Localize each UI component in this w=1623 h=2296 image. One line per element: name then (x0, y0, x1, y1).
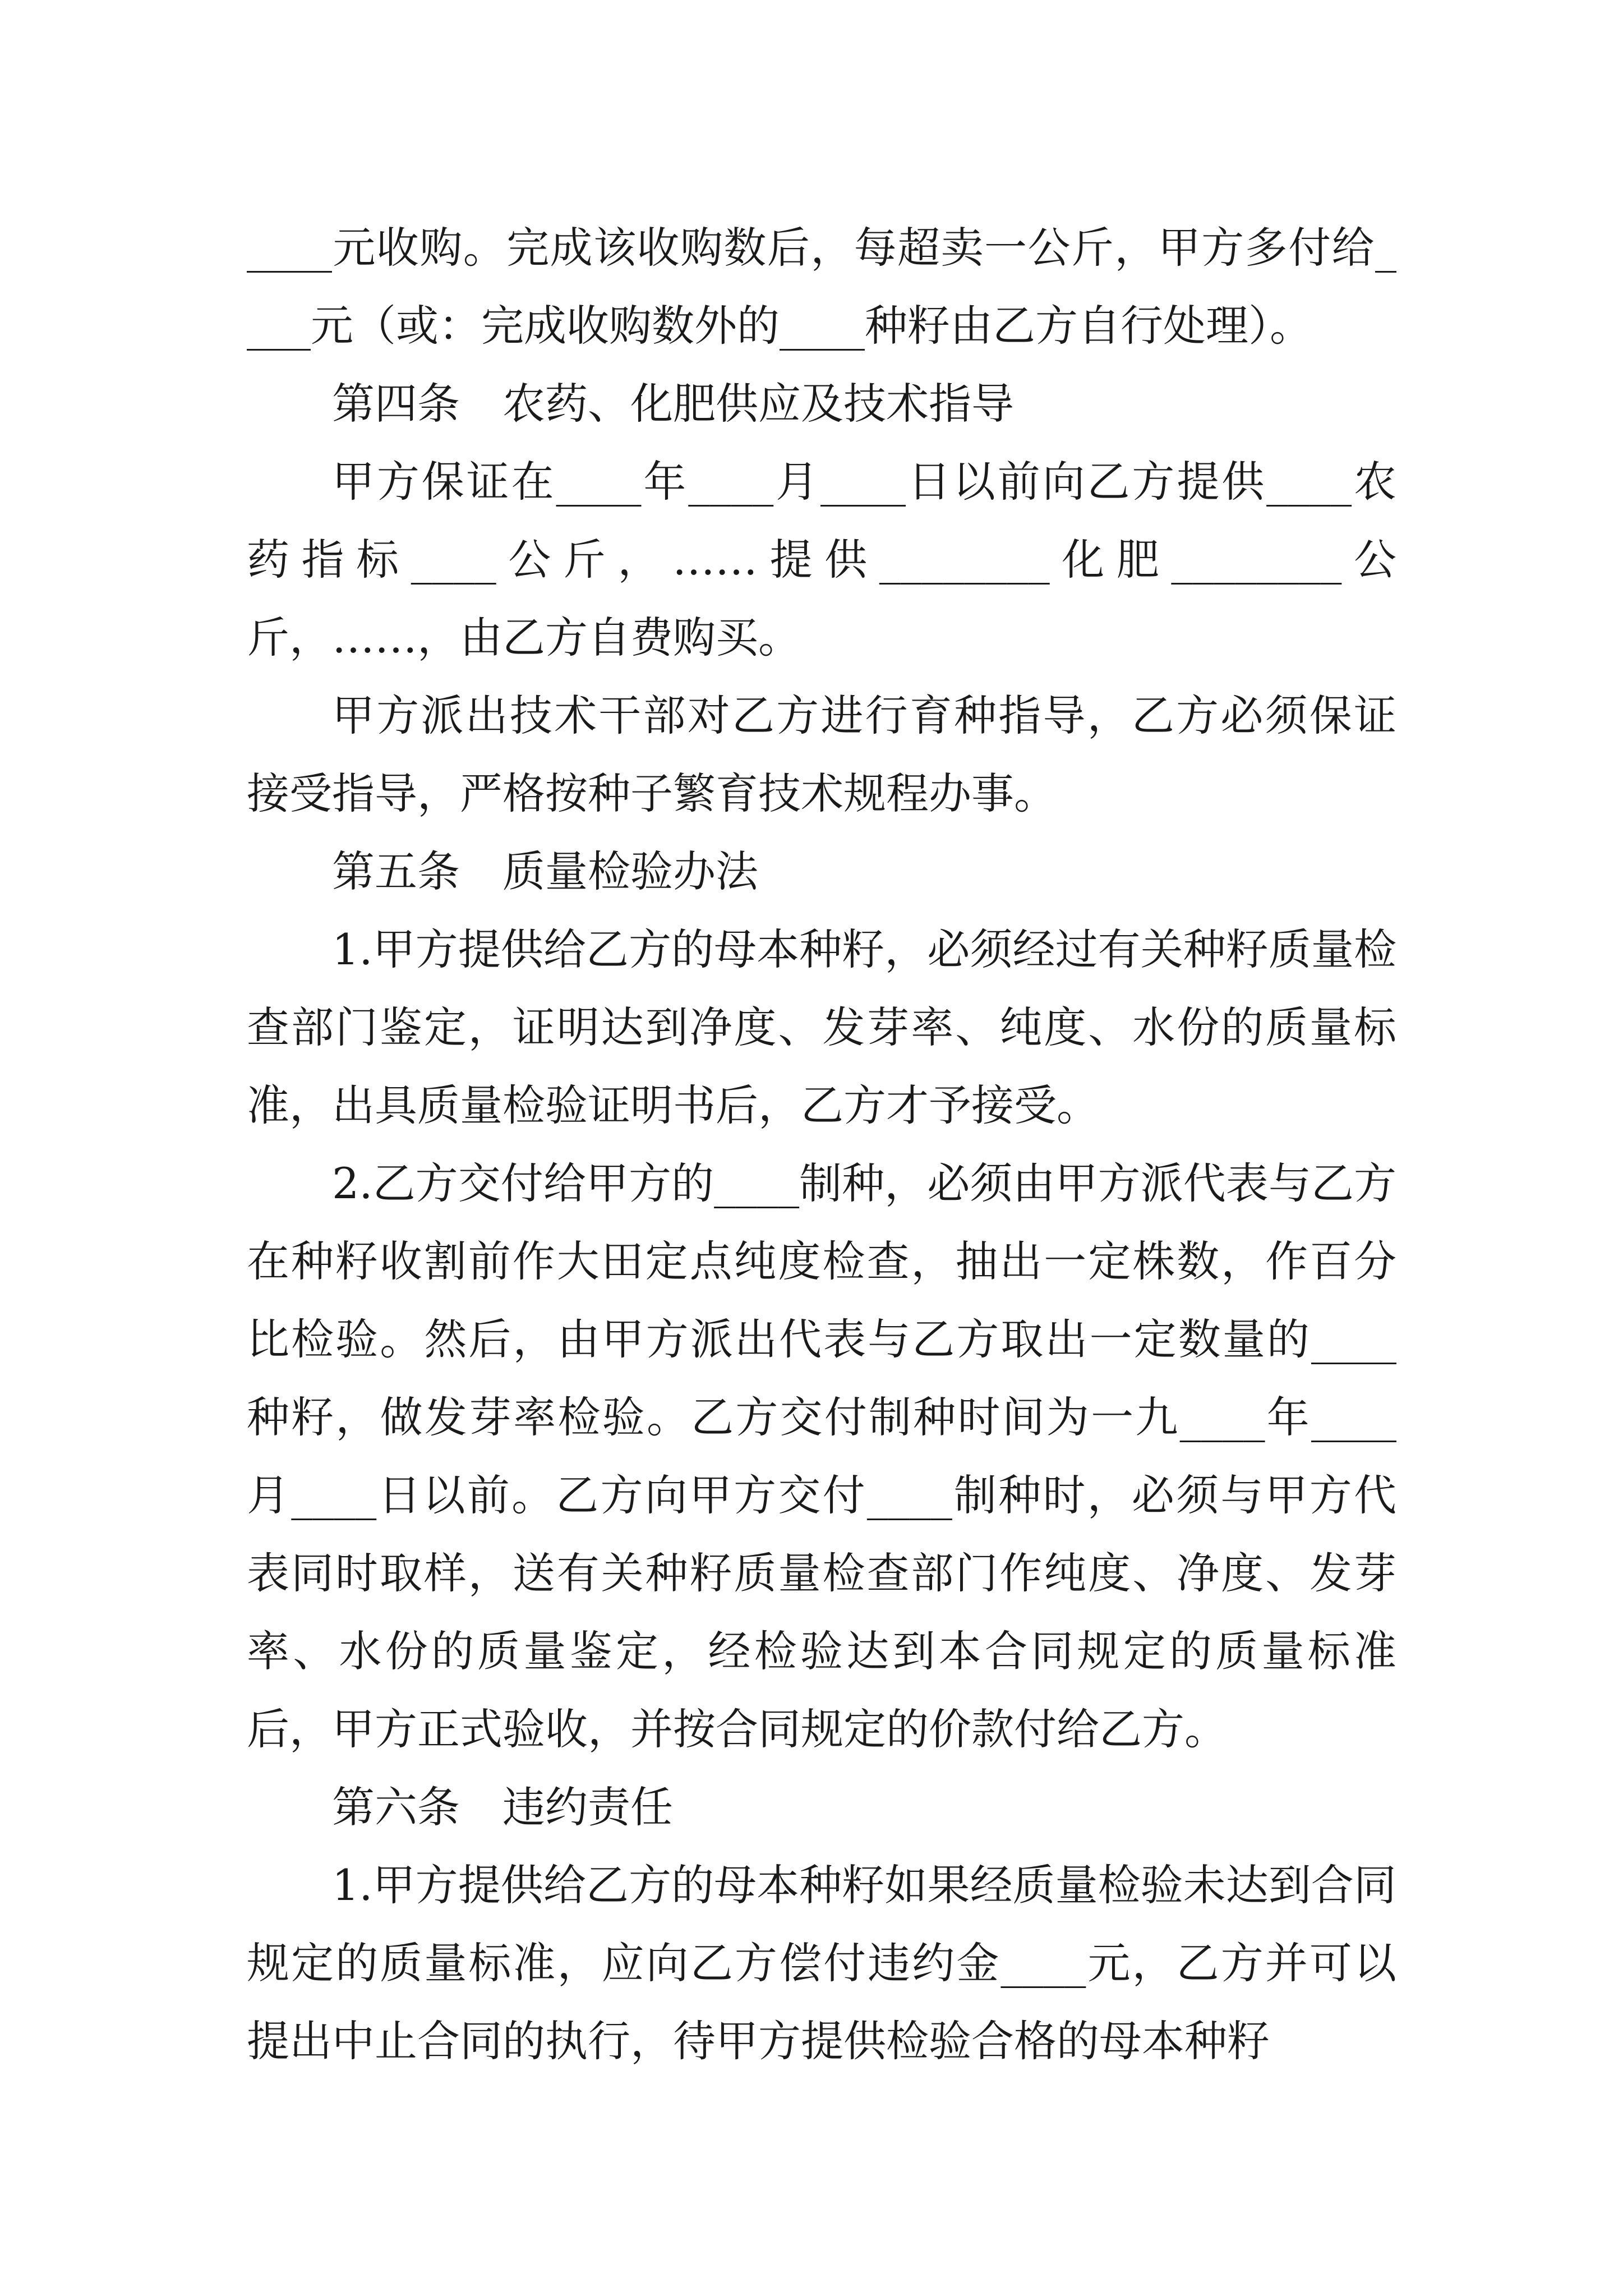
paragraph-liability-item-1: 1.甲方提供给乙方的母本种籽如果经质量检验未达到合同规定的质量标准，应向乙方偿付违约金____元，乙方并可以提出中止合同的执行，待甲方提供检验合格的母本种籽 (247, 1860, 1396, 2066)
paragraph-supply-guarantee: 甲方保证在____年____月____日以前向乙方提供____农药指标____公斤，……提供________化肥________公斤，……，由乙方自费购买。 (247, 457, 1396, 662)
article-4-heading: 第四条 农药、化肥供应及技术指导 (332, 379, 1014, 429)
article-5-heading: 第五条 质量检验办法 (332, 846, 758, 896)
article-6-heading: 第六条 违约责任 (332, 1782, 673, 1832)
paragraph-technical-guidance: 甲方派出技术干部对乙方进行育种指导，乙方必须保证接受指导，严格按种子繁育技术规程办事。 (247, 691, 1396, 818)
paragraph-quality-item-2: 2.乙方交付给甲方的____制种，必须由甲方派代表与乙方在种籽收割前作大田定点纯度检查，抽出一定株数，作百分比检验。然后，由甲方派出代表与乙方取出一定数量的____种籽，做发芽率检验。乙方交付制种时间为一九____年____月____日以前。乙方向甲方交付____制种时，必须与甲方代表同时取样，送有关种籽质量检查部门作纯度、净度、发芽率、水份的质量鉴定，经检验达到本合同规定的质量标准后，甲方正式验收，并按合同规定的价款付给乙方。 (247, 1158, 1396, 1754)
paragraph-quality-item-1: 1.甲方提供给乙方的母本种籽，必须经过有关种籽质量检查部门鉴定，证明达到净度、发芽率、纯度、水份的质量标准，出具质量检验证明书后，乙方才予接受。 (247, 924, 1396, 1130)
document-body (247, 209, 1396, 2080)
paragraph-continuation: ____元收购。完成该收购数后，每超卖一公斤，甲方多付给____元（或：完成收购数外的____种籽由乙方自行处理）。 (247, 223, 1396, 351)
